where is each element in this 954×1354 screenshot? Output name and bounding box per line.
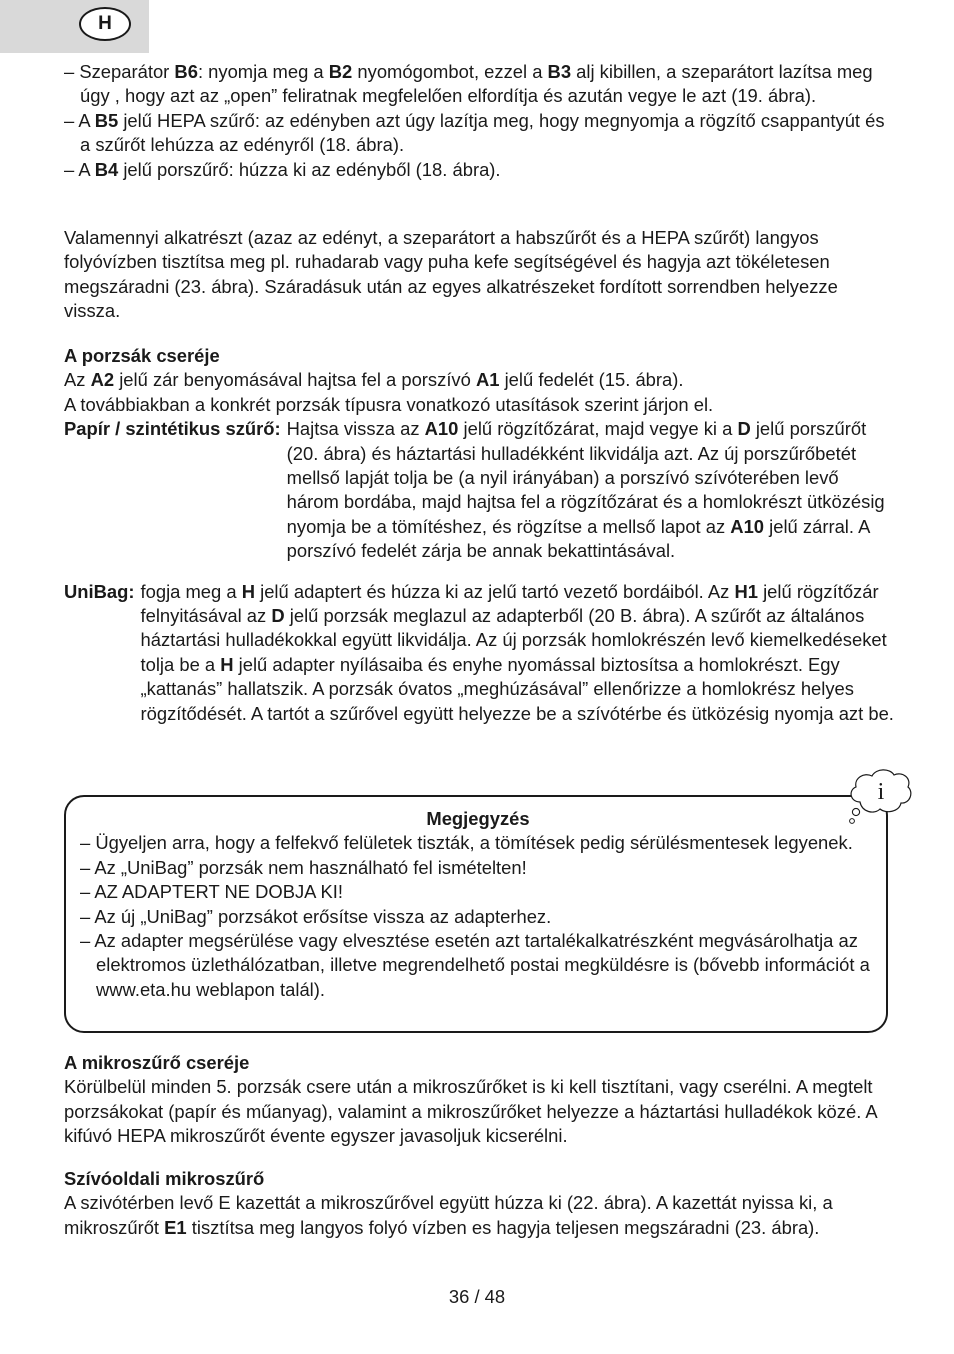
micro-heading: A mikroszűrő cseréje xyxy=(64,1052,250,1073)
note-item: – AZ ADAPTERT NE DOBJA KI! xyxy=(80,881,344,903)
info-cloud-icon xyxy=(846,766,914,830)
separator-bullets xyxy=(64,60,894,182)
note-item: – Az „UniBag” porzsák nem használható fel ismételten! xyxy=(80,856,527,878)
bag-line2: A továbbiakban a konkrét porzsák típusra vonatkozó utasítások szerint járjon el. xyxy=(64,393,714,415)
cleaning-paragraph: Valamennyi alkatrészt (azaz az edényt, a szeparátort a habszűrőt és a HEPA szűrőt) langyos folyóvízben tisztítsa meg pl. ruhadarab vagy puha kefe segítségével és hagyja azt tökéletesen megszáradni (23. ábra). Száradásuk után az egyes alkatrészeket fordított sorrendben helyezze vissza. xyxy=(64,227,838,322)
paper-filter-text: Hajtsa vissza az A10 jelű rögzítőzárat, majd vegye ki a D jelű porszűrőt (20. ábra) és háztartási hulladékként likvidálja azt. Az új porszűrőbetét mellső lapját tolja be (a nyil irányában) a porszívó szívóterében levő három bordába, majd hajtsa fel a rögzítőzárat és a homlokrészt ütközésig nyomja be a tömítéshez, és rögzítse a mellső lapot az A10 jelű zárral. A porszívó fedelét zárja be annak bekattintásával. xyxy=(286,418,885,562)
language-badge: H xyxy=(79,7,131,41)
unibag-instructions xyxy=(64,580,894,726)
note-item: – Az új „UniBag” porzsákot erősítse vissza az adapterhez. xyxy=(80,905,552,927)
info-glyph: i xyxy=(877,779,885,805)
micro-filter-section xyxy=(64,1051,894,1149)
note-item: – Az adapter megsérülése vagy elvesztése esetén azt tartalékalkatrészként megvásárolhatja az elektromos üzlethálózatban, illetve megrendelhető postai megküldésre is (bővebb információt a www.eta.hu weblapon talál). xyxy=(80,930,870,1000)
note-item: – Ügyeljen arra, hogy a felfekvő felületek tiszták, a tömítések pedig sérülésmentesek legyenek. xyxy=(80,832,853,854)
micro-text: Körülbelül minden 5. porzsák csere után a mikroszűrőket is ki kell tisztítani, vagy cserélni. A megtelt porzsákokat (papír és műanyag), valamint a mikroszűrőket helyezze a háztartási hulladékok közé. A kifúvó HEPA mikroszűrőt évente egyszer javasoljuk kicserélni. xyxy=(64,1076,877,1147)
language-tab xyxy=(0,0,149,53)
bullet-dust-filter: – A B4 jelű porszűrő: húzza ki az edényből (18. ábra). xyxy=(64,158,501,180)
bag-heading: A porzsák cseréje xyxy=(64,345,220,366)
suction-heading: Szívóoldali mikroszűrő xyxy=(64,1168,265,1189)
bag-section xyxy=(64,344,894,726)
note-box xyxy=(64,795,888,1033)
paper-filter-instructions xyxy=(64,417,894,563)
note-title: Megjegyzés xyxy=(426,808,530,829)
bullet-hepa-filter: – A B5 jelű HEPA szűrő: az edényben azt úgy lazítja meg, hogy megnyomja a rögzítő csappantyút és a szűrőt lehúzza az edényről (18. ábra). xyxy=(64,109,885,156)
page-number: 36 / 48 xyxy=(448,1286,506,1307)
suction-text: A szivótérben levő E kazettát a mikroszűrővel együtt húzza ki (22. ábra). A kazettát nyissa ki, a mikroszűrőt E1 tisztítsa meg langyos folyó vízben es hagyja teljesen megszáradni (23. ábra). xyxy=(64,1192,833,1238)
bag-line1: Az A2 jelű zár benyomásával hajtsa fel a porszívó A1 jelű fedelét (15. ábra). xyxy=(64,369,684,391)
unibag-text: fogja meg a H jelű adaptert és húzza ki az jelű tartó vezető bordáiból. Az H1 jelű rögzítőzár felnyitásával az D jelű porzsák meglazul az adapterből (20 B. ábra). A szűrőt az általános háztartási hulladékokkal együtt likvidálja. Az új porzsák homlokrészén levő kiemelkedéseket tolja be a H jelű adapter nyílásaiba és enyhe nyomással biztosítsa a homlokrészt. Egy „kattanás” hallatszik. A porzsák óvatos „meghúzásával” ellenőrizze a homlokrész helyes rögzítődését. A tartót a szűrővel együtt helyezze be a szívótérbe és ütközésig nyomja azt be. xyxy=(140,580,894,724)
suction-filter-section xyxy=(64,1167,894,1240)
unibag-label: UniBag: xyxy=(64,580,135,602)
bullet-separator: – Szeparátor B6: nyomja meg a B2 nyomógombot, ezzel a B3 alj kibillen, a szeparátort lazítsa meg úgy , hogy azt az „open” feliratnak megfelelően elfordítja és azután vegye le azt (19. ábra). xyxy=(64,61,873,107)
paper-filter-label: Papír / szintétikus szűrő: xyxy=(64,418,281,440)
